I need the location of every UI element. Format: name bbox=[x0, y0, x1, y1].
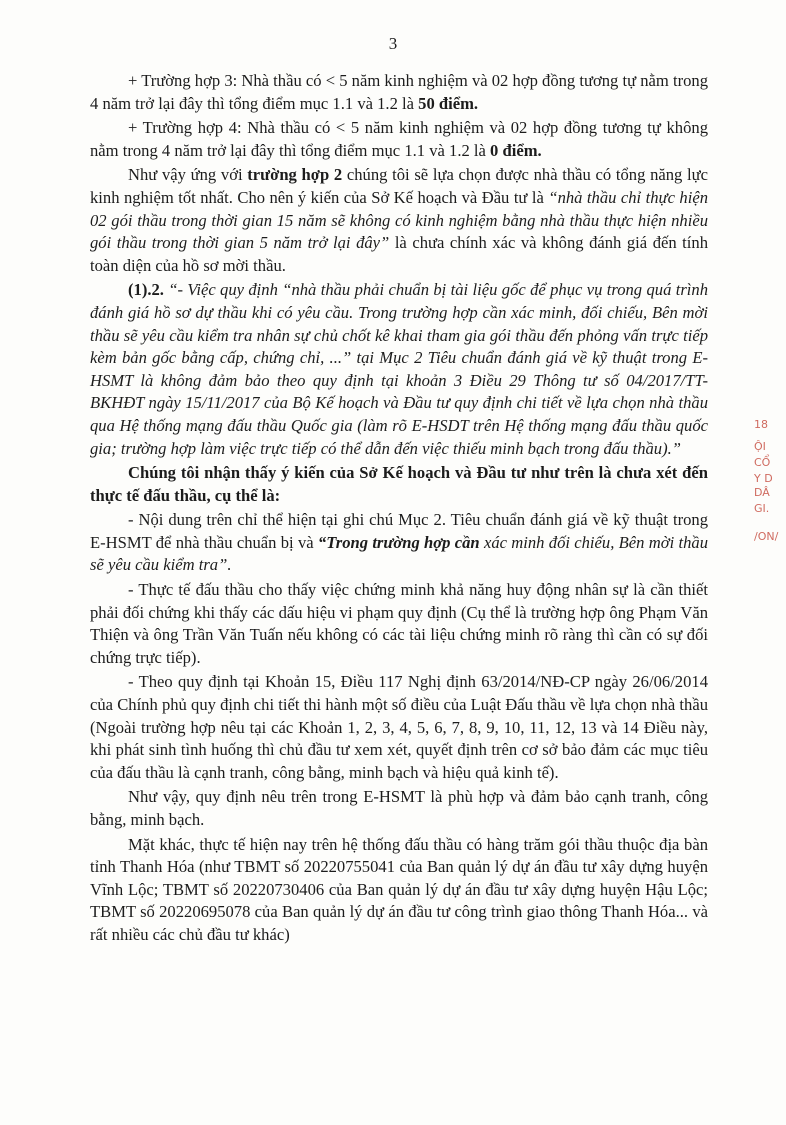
text-run-bold-italic: “Trong trường hợp cần bbox=[317, 532, 480, 552]
paragraph-heading-observation: Chúng tôi nhận thấy ý kiến của Sở Kế hoạch và Đầu tư như trên là chưa xét đến thực tế đấu thầu, cụ thể là: bbox=[90, 463, 708, 505]
text-run: chúng tôi sẽ lựa chọn được nhà thầu có tổng năng lực kinh nghiệm tốt nhất. Cho nên ý kiến của Sở Kế hoạch và Đầu tư là bbox=[90, 165, 708, 207]
text-run: - Nội dung trên chỉ thể hiện tại ghi chú Mục 2. Tiêu chuẩn đánh giá về kỹ thuật trong E-HSMT để nhà thầu chuẩn bị và bbox=[90, 510, 708, 552]
text-run: Như vậy ứng với bbox=[128, 165, 248, 185]
quoted-regulation: “- Việc quy định “nhà thầu phải chuẩn bị tài liệu gốc để phục vụ trong quá trình đánh giá hồ sơ dự thầu khi có yêu cầu. Trong trường hợp cần xác minh, đối chiếu, Bên mời thầu sẽ yêu cầu kiểm tra nhân sự chủ chốt kê khai tham gia gói thầu đến phỏng vấn trực tiếp kèm bản gốc bằng cấp, chứng chỉ, ...” tại Mục 2 Tiêu chuẩn đánh giá về kỹ thuật trong E-HSMT là không đảm bảo theo quy định tại khoản 3 Điều 29 Thông tư số 04/2017/TT-BKHĐT ngày 15/11/2017 của Bộ Kế hoạch và Đầu tư quy định chi tiết về lựa chọn nhà thầu qua Hệ thống mạng đấu thầu Quốc gia (làm rõ E-HSDT trên Hệ thống mạng đấu thầu quốc gia; trường hợp làm việc trực tiếp có thể dẫn đến việc thiếu minh bạch trong đấu thầu).” bbox=[90, 280, 708, 458]
paragraph-note-content bbox=[90, 509, 708, 577]
paragraph-case-4 bbox=[90, 117, 708, 162]
paragraph-practice: - Thực tế đấu thầu cho thấy việc chứng minh khả năng huy động nhân sự là cần thiết phải đối chứng khi thấy các dấu hiệu vi phạm quy định (Cụ thể là trường hợp ông Phạm Văn Thiện và ông Trần Văn Tuấn nếu không có các tài liệu chứng minh rõ ràng thì cần có sự đối chứng trực tiếp). bbox=[90, 580, 708, 667]
section-number: (1).2. bbox=[128, 280, 164, 300]
case-3-score: 50 điểm. bbox=[418, 93, 479, 113]
stamp-text: ỘI bbox=[754, 440, 766, 453]
stamp-text: GI. bbox=[754, 502, 770, 515]
text-run: là chưa chính xác và không đánh giá đến tính toàn diện của hồ sơ mời thầu. bbox=[90, 233, 709, 275]
paragraph-regulation: - Theo quy định tại Khoản 15, Điều 117 Nghị định 63/2014/NĐ-CP ngày 26/06/2014 của Chính phủ quy định chi tiết thi hành một số điều của Luật Đấu thầu về lựa chọn nhà thầu (Ngoài trường hợp nêu tại các Khoản 1, 2, 3, 4, 5, 6, 7, 8, 9, 10, 11, 12, 13 và 14 Điều này, khi phát sinh tình huống thì chủ đầu tư xem xét, quyết định trên cơ sở bảo đảm các mục tiêu của đấu thầu là cạnh tranh, công bằng, minh bạch và hiệu quả kinh tế). bbox=[90, 672, 708, 782]
text-run-italic: xác minh đối chiếu, Bên mời thầu sẽ yêu cầu kiểm tra”. bbox=[90, 532, 708, 575]
document-body bbox=[90, 70, 708, 949]
stamp-text-bottom: /ON/ bbox=[754, 530, 779, 543]
stamp-text-top: 18 bbox=[754, 418, 768, 431]
red-stamp bbox=[752, 410, 782, 610]
paragraph-summary: Như vậy, quy định nêu trên trong E-HSMT là phù hợp và đảm bảo cạnh tranh, công bằng, minh bạch. bbox=[90, 787, 708, 829]
page-number: 3 bbox=[388, 34, 398, 53]
paragraph-conclusion-case-2 bbox=[90, 164, 708, 277]
text-run-bold: trường hợp 2 bbox=[247, 165, 343, 185]
case-3-text: + Trường hợp 3: Nhà thầu có < 5 năm kinh nghiệm và 02 hợp đồng tương tự nằm trong 4 năm trở lại đây thì tổng điểm mục 1.1 và 1.2 là bbox=[90, 71, 708, 113]
paragraph-section-1-2 bbox=[90, 279, 708, 460]
case-4-score: 0 điểm. bbox=[490, 140, 542, 160]
stamp-text: DÂ bbox=[754, 486, 770, 499]
stamp-text: Y D bbox=[754, 472, 773, 485]
paragraph-case-3 bbox=[90, 70, 708, 115]
paragraph-other-facts: Mặt khác, thực tế hiện nay trên hệ thống đấu thầu có hàng trăm gói thầu thuộc địa bàn tỉnh Thanh Hóa (như TBMT số 20220755041 của Ban quản lý dự án đầu tư xây dựng huyện Vĩnh Lộc; TBMT số 20220730406 của Ban quản lý dự án đầu tư xây dựng huyện Hậu Lộc; TBMT số 20220695078 của Ban quản lý dự án đầu tư công trình giao thông Thanh Hóa... và rất nhiều các chủ đầu tư khác) bbox=[90, 834, 708, 944]
case-4-text: + Trường hợp 4: Nhà thầu có < 5 năm kinh nghiệm và 02 hợp đồng tương tự không nằm trong 4 năm trở lại đây thì tổng điểm mục 1.1 và 1.2 là bbox=[90, 118, 708, 160]
quoted-opinion: “nhà thầu chỉ thực hiện 02 gói thầu trong thời gian 15 năm sẽ không có kinh nghiệm bằng nhà thầu thực hiện nhiều gói thầu trong thời gian 5 năm trở lại đây” bbox=[90, 187, 708, 253]
stamp-text: CỔ bbox=[754, 456, 771, 469]
